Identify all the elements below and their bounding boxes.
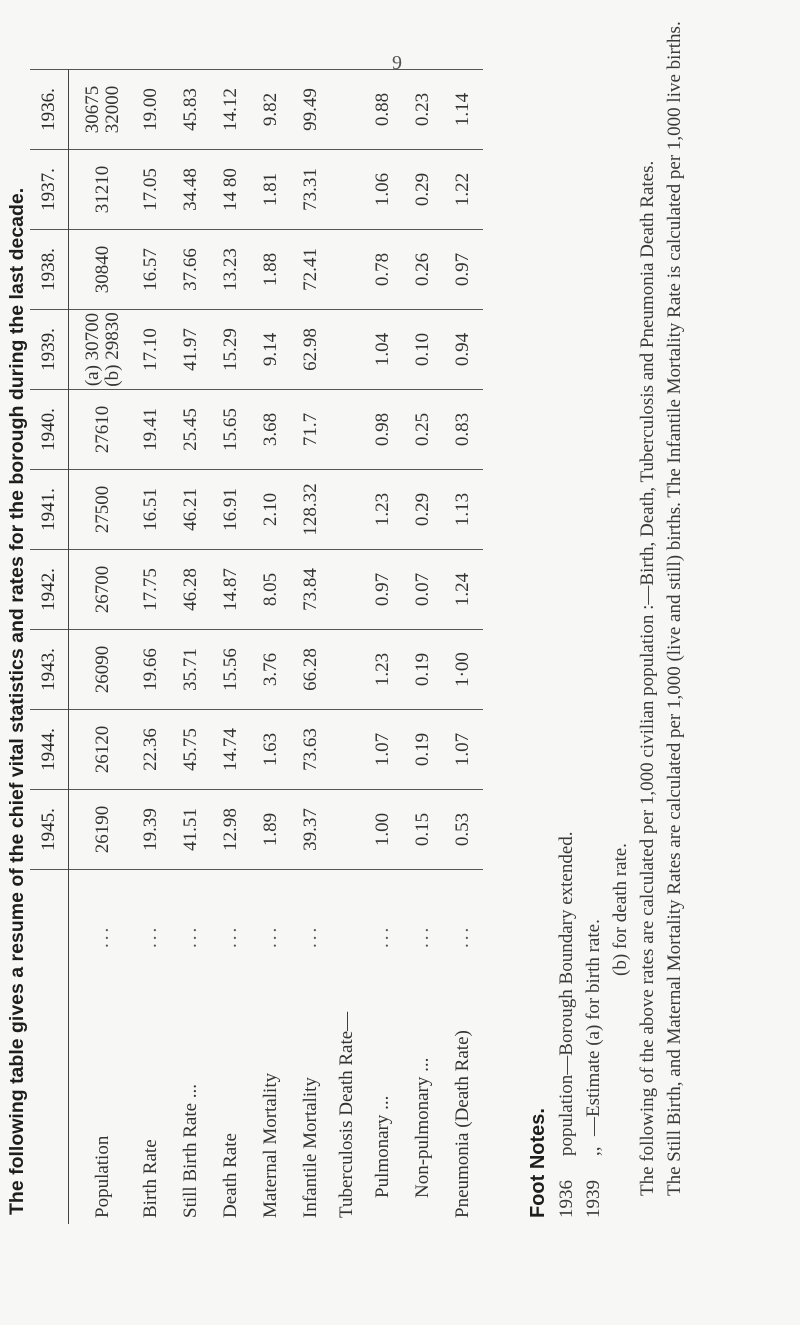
row-label: Pulmonary ... (371, 1095, 393, 1198)
value-cell: 0.19 (403, 710, 443, 790)
value-cell (331, 790, 363, 870)
value-cell: 41.51 (171, 790, 211, 870)
table-row (363, 70, 403, 1225)
value-cell (331, 70, 363, 150)
table-row (69, 70, 131, 1225)
value-cell (331, 470, 363, 550)
row-label: Population (91, 1135, 113, 1218)
value-cell: 19.39 (131, 790, 171, 870)
table-row (131, 70, 171, 1225)
value-cell: 1.81 (251, 150, 291, 230)
table-row (403, 70, 443, 1225)
year-header: 1942. (30, 550, 69, 630)
foot-note-year: 1939 (583, 1180, 604, 1218)
value-cell (331, 710, 363, 790)
year-header: 1936. (30, 70, 69, 150)
value-cell: 30840 (69, 230, 131, 310)
foot-note-1936 (553, 8, 580, 1218)
foot-note-text: population—Borough Boundary extended. (556, 831, 577, 1156)
value-cell: 3.68 (251, 390, 291, 470)
foot-note-paragraph: The following of the above rates are calculated per 1,000 civilian population :—Birth, Death, Tuberculosis and Pneumonia Death Rates. (637, 160, 658, 1196)
value-cell: 0.97 (443, 230, 483, 310)
value-cell: 0.78 (363, 230, 403, 310)
value-cell: 15.29 (211, 310, 251, 390)
value-cell: 26120 (69, 710, 131, 790)
value-cell: 0.88 (363, 70, 403, 150)
value-cell: 17.10 (131, 310, 171, 390)
value-cell: 16.57 (131, 230, 171, 310)
foot-note-1939-b (607, 8, 634, 1218)
value-cell: 73.63 (291, 710, 331, 790)
value-cell: 1.00 (363, 790, 403, 870)
value-cell: 0.19 (403, 630, 443, 710)
value-cell: 26190 (69, 790, 131, 870)
row-leader-dots: ... (139, 924, 161, 948)
value-cell: 14.87 (211, 550, 251, 630)
value-cell (331, 230, 363, 310)
row-label: Maternal Mortality (259, 1072, 281, 1218)
value-cell: 45.83 (171, 70, 211, 150)
value-cell: 14.12 (211, 70, 251, 150)
table-row (251, 70, 291, 1225)
table-row (171, 70, 211, 1225)
value-cell: 16.91 (211, 470, 251, 550)
year-header: 1938. (30, 230, 69, 310)
value-cell: 0.07 (403, 550, 443, 630)
row-leader-dots: ... (91, 924, 113, 948)
value-cell: 9.14 (251, 310, 291, 390)
value-cell: 1.23 (363, 470, 403, 550)
value-cell: 1.04 (363, 310, 403, 390)
row-label: Infantile Mortality (299, 1077, 321, 1218)
value-cell: 0.29 (403, 470, 443, 550)
year-header: 1944. (30, 710, 69, 790)
table-row (331, 70, 363, 1225)
value-line: 30675 (81, 85, 103, 134)
value-cell: 73.31 (291, 150, 331, 230)
value-cell: 1.07 (443, 710, 483, 790)
table-row (211, 70, 251, 1225)
value-cell: 1.14 (443, 70, 483, 150)
value-cell: 0.10 (403, 310, 443, 390)
value-cell: 0.53 (443, 790, 483, 870)
year-header: 1941. (30, 470, 69, 550)
value-cell: 0.29 (403, 150, 443, 230)
value-cell: 1.24 (443, 550, 483, 630)
value-cell: 27500 (69, 470, 131, 550)
value-cell: 2.10 (251, 470, 291, 550)
value-cell: 0.94 (443, 310, 483, 390)
value-cell: 19.00 (131, 70, 171, 150)
foot-note-text: (b) for death rate. (610, 843, 631, 976)
year-header: 1937. (30, 150, 69, 230)
value-cell: 8.05 (251, 550, 291, 630)
row-leader-dots: ... (179, 924, 201, 948)
value-cell: 17.75 (131, 550, 171, 630)
value-cell: 3.76 (251, 630, 291, 710)
row-label: Death Rate (219, 1133, 241, 1218)
value-cell (331, 150, 363, 230)
value-cell: 26090 (69, 630, 131, 710)
value-cell: 9.82 (251, 70, 291, 150)
row-label: Non-pulmonary ... (411, 1057, 433, 1198)
value-cell: 37.66 (171, 230, 211, 310)
value-cell: 19.41 (131, 390, 171, 470)
value-cell: 34.48 (171, 150, 211, 230)
row-leader-dots: ... (259, 924, 281, 948)
value-cell: 46.21 (171, 470, 211, 550)
value-cell: 0.98 (363, 390, 403, 470)
value-cell: 27610 (69, 390, 131, 470)
table-row (291, 70, 331, 1225)
value-cell: 12.98 (211, 790, 251, 870)
value-line: (b) 29830 (101, 312, 123, 387)
value-cell: 14.74 (211, 710, 251, 790)
value-cell (69, 70, 131, 150)
value-cell: 0.25 (403, 390, 443, 470)
value-cell: 1.07 (363, 710, 403, 790)
row-leader-dots: ... (451, 924, 473, 948)
row-label: Birth Rate (139, 1139, 161, 1218)
value-cell: 1.89 (251, 790, 291, 870)
page-headline: The following table gives a resume of the chief vital statistics and rates for the borough during the last decade. (6, 187, 28, 1215)
year-header: 1943. (30, 630, 69, 710)
value-cell: 46.28 (171, 550, 211, 630)
row-leader-dots: ... (371, 924, 393, 948)
value-cell: 62.98 (291, 310, 331, 390)
value-line: 32000 (101, 85, 123, 134)
value-cell: 1.23 (363, 630, 403, 710)
foot-notes-title: Foot Notes. (527, 1108, 549, 1218)
row-leader-dots: ... (411, 924, 433, 948)
table-header-row (30, 70, 69, 1225)
value-cell: 1.22 (443, 150, 483, 230)
row-label: Pneumonia (Death Rate) (451, 1030, 473, 1218)
value-cell (331, 310, 363, 390)
value-line: (a) 30700 (81, 312, 103, 387)
row-leader-dots (331, 870, 363, 949)
foot-note-1939 (580, 8, 607, 1218)
table-body (69, 70, 483, 1225)
value-cell: 19.66 (131, 630, 171, 710)
foot-note-text: —Estimate (a) for birth rate. (583, 919, 604, 1136)
value-cell: 39.37 (291, 790, 331, 870)
value-cell: 128.32 (291, 470, 331, 550)
row-label: Still Birth Rate ... (179, 1083, 201, 1218)
value-cell: 16.51 (131, 470, 171, 550)
page-number: 9 (392, 52, 402, 74)
year-header: 1940. (30, 390, 69, 470)
value-cell: 0.97 (363, 550, 403, 630)
value-cell: 13.23 (211, 230, 251, 310)
value-cell: 0.26 (403, 230, 443, 310)
value-cell: 25.45 (171, 390, 211, 470)
foot-note-year: 1936 (556, 1180, 577, 1218)
value-cell: 99.49 (291, 70, 331, 150)
value-cell: 0.15 (403, 790, 443, 870)
foot-note-paragraph: The Still Birth, and Maternal Mortality Rates are calculated per 1,000 (live and still) births. The Infantile Mortality Rate is calculated per 1,000 live births. (664, 21, 685, 1196)
value-cell: 45.75 (171, 710, 211, 790)
header-blank-cell (30, 870, 69, 949)
value-cell: 1·00 (443, 630, 483, 710)
year-header: 1939. (30, 310, 69, 390)
value-cell: 35.71 (171, 630, 211, 710)
value-cell: 0.23 (403, 70, 443, 150)
value-cell: 73.84 (291, 550, 331, 630)
value-cell: 0.83 (443, 390, 483, 470)
value-cell: 14 80 (211, 150, 251, 230)
value-cell: 1.63 (251, 710, 291, 790)
row-leader-dots: ... (219, 924, 241, 948)
value-cell: 15.56 (211, 630, 251, 710)
value-cell: 1.88 (251, 230, 291, 310)
value-cell: 22.36 (131, 710, 171, 790)
value-cell: 17.05 (131, 150, 171, 230)
value-cell (331, 550, 363, 630)
value-cell: 71.7 (291, 390, 331, 470)
value-cell (331, 390, 363, 470)
row-leader-dots: ... (299, 924, 321, 948)
value-cell: 26700 (69, 550, 131, 630)
value-cell: 72.41 (291, 230, 331, 310)
header-blank-cell (30, 948, 69, 1224)
row-label: Tuberculosis Death Rate— (335, 1011, 357, 1218)
table-row (443, 70, 483, 1225)
value-cell: 41.97 (171, 310, 211, 390)
value-cell: 1.13 (443, 470, 483, 550)
foot-notes (525, 8, 688, 1218)
year-header: 1945. (30, 790, 69, 870)
value-cell: 15.65 (211, 390, 251, 470)
value-cell: 31210 (69, 150, 131, 230)
value-cell (69, 310, 131, 390)
vital-statistics-table (30, 69, 483, 1224)
value-cell (331, 630, 363, 710)
value-cell: 1.06 (363, 150, 403, 230)
value-cell: 66.28 (291, 630, 331, 710)
foot-note-ditto: ,, (583, 1146, 604, 1156)
